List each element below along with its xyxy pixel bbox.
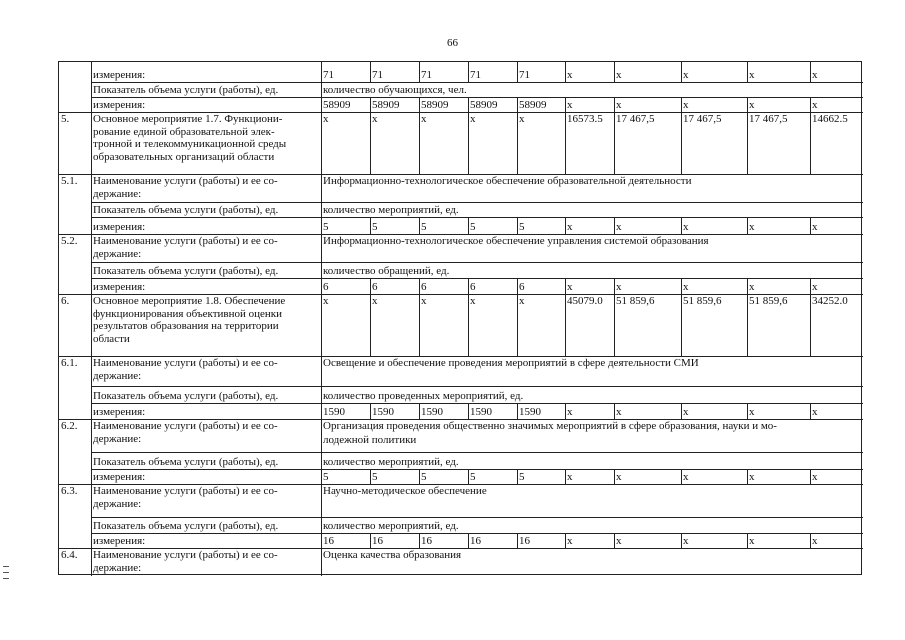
value-cell: x: [749, 281, 755, 293]
value-cell: x: [470, 295, 476, 307]
row-label: измерения:: [93, 406, 146, 418]
row-label: измерения:: [93, 535, 146, 547]
value-cell: x: [567, 406, 573, 418]
value-cell: x: [812, 471, 818, 483]
row-label-line: держание:: [93, 432, 142, 445]
row-label-line: держание:: [93, 497, 142, 510]
value-cell: 1590: [421, 406, 443, 418]
value-cell: 17 467,5: [616, 113, 655, 125]
value-cell: 14662.5: [812, 113, 848, 125]
row-label-line: результатов образования на территории: [93, 320, 279, 332]
value-cell: x: [323, 295, 329, 307]
value-cell: x: [616, 535, 622, 547]
row-number: 5.: [61, 113, 70, 125]
row-number: 5.1.: [61, 175, 78, 187]
value-cell: 16573.5: [567, 113, 603, 125]
value-cell: x: [567, 69, 573, 81]
value-cell: x: [567, 221, 573, 233]
value-cell: x: [421, 113, 427, 125]
value-cell: x: [683, 406, 689, 418]
spanning-cell: количество мероприятий, ед.: [323, 456, 459, 468]
row-number: 6.1.: [61, 357, 78, 369]
value-cell: 51 859,6: [749, 295, 788, 307]
value-cell: x: [421, 295, 427, 307]
value-cell: x: [616, 99, 622, 111]
value-cell: x: [812, 535, 818, 547]
value-cell: 71: [470, 69, 481, 81]
spanning-cell: количество проведенных мероприятий, ед.: [323, 390, 524, 402]
value-cell: x: [812, 281, 818, 293]
value-cell: 71: [323, 69, 334, 81]
value-cell: 16: [323, 535, 334, 547]
value-cell: 6: [470, 281, 476, 293]
row-number: 6.2.: [61, 420, 78, 432]
value-cell: 1590: [470, 406, 492, 418]
spanning-cell: Информационно-технологическое обеспечение образовательной деятельности: [323, 175, 692, 187]
spanning-cell-line: лодежной политики: [323, 434, 417, 446]
value-cell: 34252.0: [812, 295, 848, 307]
row-label-line: Наименование услуги (работы) и ее со-: [93, 485, 278, 497]
value-cell: x: [749, 406, 755, 418]
spanning-cell: количество обучающихся, чел.: [323, 84, 467, 96]
row-label-line: тронной и телекоммуникационной среды: [93, 138, 287, 150]
row-label-line: Основное мероприятие 1.8. Обеспечение: [93, 295, 286, 307]
value-cell: 6: [421, 281, 427, 293]
value-cell: x: [812, 221, 818, 233]
value-cell: x: [616, 281, 622, 293]
row-label: измерения:: [93, 471, 146, 483]
row-label-line: держание:: [93, 187, 142, 200]
value-cell: x: [567, 471, 573, 483]
value-cell: 5: [470, 221, 476, 233]
value-cell: 58909: [519, 99, 547, 111]
value-cell: x: [323, 113, 329, 125]
row-number: 6.3.: [61, 485, 78, 497]
value-cell: 51 859,6: [616, 295, 655, 307]
row-label: измерения:: [93, 69, 146, 81]
value-cell: x: [567, 281, 573, 293]
row-label: Показатель объема услуги (работы), ед.: [93, 84, 279, 96]
value-cell: x: [749, 69, 755, 81]
row-label-line: Наименование услуги (работы) и ее со-: [93, 175, 278, 187]
value-cell: 5: [372, 471, 378, 483]
value-cell: 1590: [519, 406, 541, 418]
row-label-line: Наименование услуги (работы) и ее со-: [93, 549, 278, 561]
value-cell: 45079.0: [567, 295, 603, 307]
value-cell: x: [616, 221, 622, 233]
row-label-line: функционирования объективной оценки: [93, 307, 283, 320]
value-cell: 58909: [421, 99, 449, 111]
value-cell: 58909: [470, 99, 498, 111]
row-label: Показатель объема услуги (работы), ед.: [93, 520, 279, 532]
value-cell: 5: [323, 471, 329, 483]
value-cell: x: [567, 99, 573, 111]
value-cell: x: [683, 281, 689, 293]
margin-mark: [3, 566, 9, 567]
spanning-cell: Оценка качества образования: [323, 549, 462, 561]
value-cell: x: [683, 535, 689, 547]
spanning-cell: Научно-методическое обеспечение: [323, 485, 487, 497]
value-cell: x: [749, 535, 755, 547]
spanning-cell-line: Организация проведения общественно значимых мероприятий в сфере образования, науки и мо-: [323, 420, 777, 432]
row-label-line: держание:: [93, 247, 142, 260]
value-cell: 5: [519, 221, 525, 233]
value-cell: x: [616, 406, 622, 418]
value-cell: 71: [421, 69, 432, 81]
row-label-line: области: [93, 332, 130, 345]
value-cell: 17 467,5: [683, 113, 722, 125]
value-cell: 58909: [323, 99, 351, 111]
spanning-cell: Информационно-технологическое обеспечение управления системой образования: [323, 235, 709, 247]
row-label-line: держание:: [93, 561, 142, 574]
value-cell: x: [749, 99, 755, 111]
value-cell: x: [812, 99, 818, 111]
spanning-cell: количество мероприятий, ед.: [323, 204, 459, 216]
value-cell: 5: [519, 471, 525, 483]
value-cell: x: [749, 471, 755, 483]
row-label-line: Наименование услуги (работы) и ее со-: [93, 420, 278, 432]
value-cell: x: [683, 221, 689, 233]
row-label-line: Наименование услуги (работы) и ее со-: [93, 235, 278, 247]
row-label: Показатель объема услуги (работы), ед.: [93, 390, 279, 402]
value-cell: 6: [323, 281, 329, 293]
page-number: 66: [447, 37, 458, 49]
row-number: 6.4.: [61, 549, 78, 561]
value-cell: x: [616, 471, 622, 483]
value-cell: 51 859,6: [683, 295, 722, 307]
value-cell: x: [470, 113, 476, 125]
margin-mark: [3, 572, 9, 573]
margin-mark: [3, 578, 9, 579]
value-cell: 5: [421, 471, 427, 483]
value-cell: x: [683, 69, 689, 81]
budget-table: [58, 61, 862, 575]
spanning-cell: Освещение и обеспечение проведения мероприятий в сфере деятельности СМИ: [323, 357, 699, 369]
row-label: Показатель объема услуги (работы), ед.: [93, 456, 279, 468]
value-cell: x: [372, 113, 378, 125]
value-cell: 16: [372, 535, 383, 547]
value-cell: x: [616, 69, 622, 81]
row-number: 6.: [61, 295, 70, 307]
value-cell: x: [372, 295, 378, 307]
value-cell: 16: [519, 535, 530, 547]
value-cell: 16: [421, 535, 432, 547]
value-cell: 5: [421, 221, 427, 233]
row-label-line: рование единой образовательной элек-: [93, 125, 275, 138]
value-cell: 16: [470, 535, 481, 547]
value-cell: 1590: [372, 406, 394, 418]
spanning-cell: количество обращений, ед.: [323, 265, 450, 277]
value-cell: x: [683, 471, 689, 483]
value-cell: x: [683, 99, 689, 111]
value-cell: 71: [519, 69, 530, 81]
value-cell: 58909: [372, 99, 400, 111]
row-label-line: Наименование услуги (работы) и ее со-: [93, 357, 278, 369]
row-label: измерения:: [93, 99, 146, 111]
row-label-line: образовательных организаций области: [93, 150, 275, 163]
spanning-cell: количество мероприятий, ед.: [323, 520, 459, 532]
value-cell: x: [519, 113, 525, 125]
value-cell: 71: [372, 69, 383, 81]
value-cell: 17 467,5: [749, 113, 788, 125]
row-label: Показатель объема услуги (работы), ед.: [93, 265, 279, 277]
row-label: Показатель объема услуги (работы), ед.: [93, 204, 279, 216]
row-label: измерения:: [93, 221, 146, 233]
value-cell: x: [812, 69, 818, 81]
value-cell: 5: [372, 221, 378, 233]
value-cell: x: [812, 406, 818, 418]
value-cell: 6: [519, 281, 525, 293]
value-cell: 1590: [323, 406, 345, 418]
row-label-line: Основное мероприятие 1.7. Функциони-: [93, 113, 283, 125]
row-number: 5.2.: [61, 235, 78, 247]
value-cell: x: [519, 295, 525, 307]
value-cell: 5: [323, 221, 329, 233]
value-cell: 5: [470, 471, 476, 483]
value-cell: 6: [372, 281, 378, 293]
value-cell: x: [749, 221, 755, 233]
row-label-line: держание:: [93, 369, 142, 382]
value-cell: x: [567, 535, 573, 547]
row-label: измерения:: [93, 281, 146, 293]
